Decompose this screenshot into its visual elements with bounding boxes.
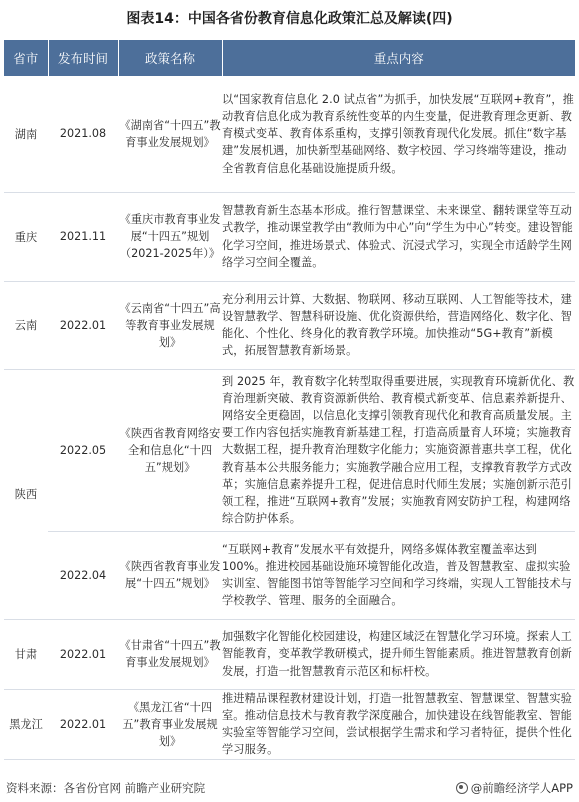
header-date: 发布时间 (48, 40, 118, 76)
province-cell: 黑龙江 (4, 689, 48, 759)
key-content-cell: 到 2025 年，教育数字化转型取得重要进展，实现教育环境新优化、教育治理新突破、教育资源新供给、教育模式新变革、信息素养新提升、网络安全更稳固，以信息化支撑引领教育现代化和教育高质量发展。主要工作内容包括实施教育新基建工程，打造高质量育人环境；实施教育大数据工程，提升教育治理数字化能力；实施资源普惠共享工程，优化教育基本公共服务能力；实施教学融合应用工程，支撑教育教学方式改革；实施信息素养提升工程，促进信息时代师生发展；实施创新示范引领工程，推进“互联网+教育”发展；实施教育网安防护工程，构建网络综合防护体系。 (222, 369, 575, 531)
table-row (4, 76, 575, 192)
province-cell: 湖南 (4, 76, 48, 192)
province-cell: 云南 (4, 281, 48, 369)
policy-name-cell: 《湖南省“十四五”教育事业发展规划》 (118, 76, 222, 192)
header-policy-name: 政策名称 (118, 40, 222, 76)
footer (6, 778, 573, 798)
key-content-cell: 智慧教育新生态基本形成。推行智慧课堂、未来课堂、翻转课堂等互动式教学，推动课堂教学由“教师为中心”向“学生为中心”转变。建设智能化学习空间，推进场景式、体验式、沉浸式学习，实现全市适龄学生网络学习空间全覆盖。 (222, 192, 575, 281)
brand-logo-icon (456, 782, 468, 794)
key-content-cell: 以“国家教育信息化 2.0 试点省”为抓手，加快发展“互联网+教育”，推动教育信息化成为教育系统性变革的内生变量，促进教育理念更新、教育模式变革、教育体系重构，支撑引领教育现代化发展。抓住“数字基建”发展机遇，加快新型基础网络、数字校园、学习终端等建设，推动全省教育信息化基础设施提质升级。 (222, 76, 575, 192)
brand-text: @前瞻经济学人APP (470, 781, 573, 795)
province-cell: 重庆 (4, 192, 48, 281)
header-key-content: 重点内容 (222, 40, 575, 76)
date-cell: 2022.01 (48, 689, 118, 759)
policy-name-cell: 《陕西省教育网络安全和信息化“十四五”规划》 (118, 369, 222, 531)
key-content-cell: 充分利用云计算、大数据、物联网、移动互联网、人工智能等技术，建设智慧教学、智慧科研设施、优化资源供给，营造网络化、数字化、智能化、个性化、终身化的教育教学环境。加快推动“5G+教育”新模式，拓展智慧教育新场景。 (222, 281, 575, 369)
policy-name-cell: 《云南省“十四五”高等教育事业发展规划》 (118, 281, 222, 369)
table-row (4, 369, 575, 531)
policy-name-cell: 《黑龙江省“十四五”教育事业发展规划》 (118, 689, 222, 759)
header-province: 省市 (4, 40, 48, 76)
table-row (4, 619, 575, 689)
policy-name-cell: 《陕西省教育事业发展“十四五”规划》 (118, 531, 222, 619)
source-note: 资料来源：各省份官网 前瞻产业研究院 (6, 781, 206, 795)
policy-table (4, 40, 575, 760)
date-cell: 2022.05 (48, 369, 118, 531)
policy-name-cell: 《甘肃省“十四五”教育事业发展规划》 (118, 619, 222, 689)
date-cell: 2022.01 (48, 281, 118, 369)
brand-credit (456, 780, 573, 796)
date-cell: 2022.04 (48, 531, 118, 619)
key-content-cell: 推进精品课程教材建设计划，打造一批智慧教室、智慧课堂、智慧实验室。推动信息技术与教育教学深度融合，加快建设在线智能教室、智能实验室等智能学习空间，尝试根据学生需求和学习者特征，提供个性化学习服务。 (222, 689, 575, 759)
province-cell: 陕西 (4, 369, 48, 619)
header-row (4, 40, 575, 76)
table-row (4, 192, 575, 281)
key-content-cell: 加强数字化智能化校园建设，构建区域泛在智慧化学习环境。探索人工智能教育，变革教学教研模式，提升师生智能素质。推进智慧教育创新发展，打造一批智慧教育示范区和标杆校。 (222, 619, 575, 689)
date-cell: 2022.01 (48, 619, 118, 689)
date-cell: 2021.08 (48, 76, 118, 192)
province-cell: 甘肃 (4, 619, 48, 689)
policy-name-cell: 《重庆市教育事业发展“十四五”规划（2021-2025年）》 (118, 192, 222, 281)
table-row (4, 531, 575, 619)
table-row (4, 689, 575, 759)
date-cell: 2021.11 (48, 192, 118, 281)
chart-title: 图表14：中国各省份教育信息化政策汇总及解读(四) (126, 11, 453, 27)
table-row (4, 281, 575, 369)
key-content-cell: “互联网+教育”发展水平有效提升，网络多媒体教室覆盖率达到 100%。推进校园基础设施环境智能化改造，普及智慧教室、虚拟实验实训室、智能图书馆等智能学习空间和学习终端，实现人工智能技术与学校教学、管理、服务的全面融合。 (222, 531, 575, 619)
